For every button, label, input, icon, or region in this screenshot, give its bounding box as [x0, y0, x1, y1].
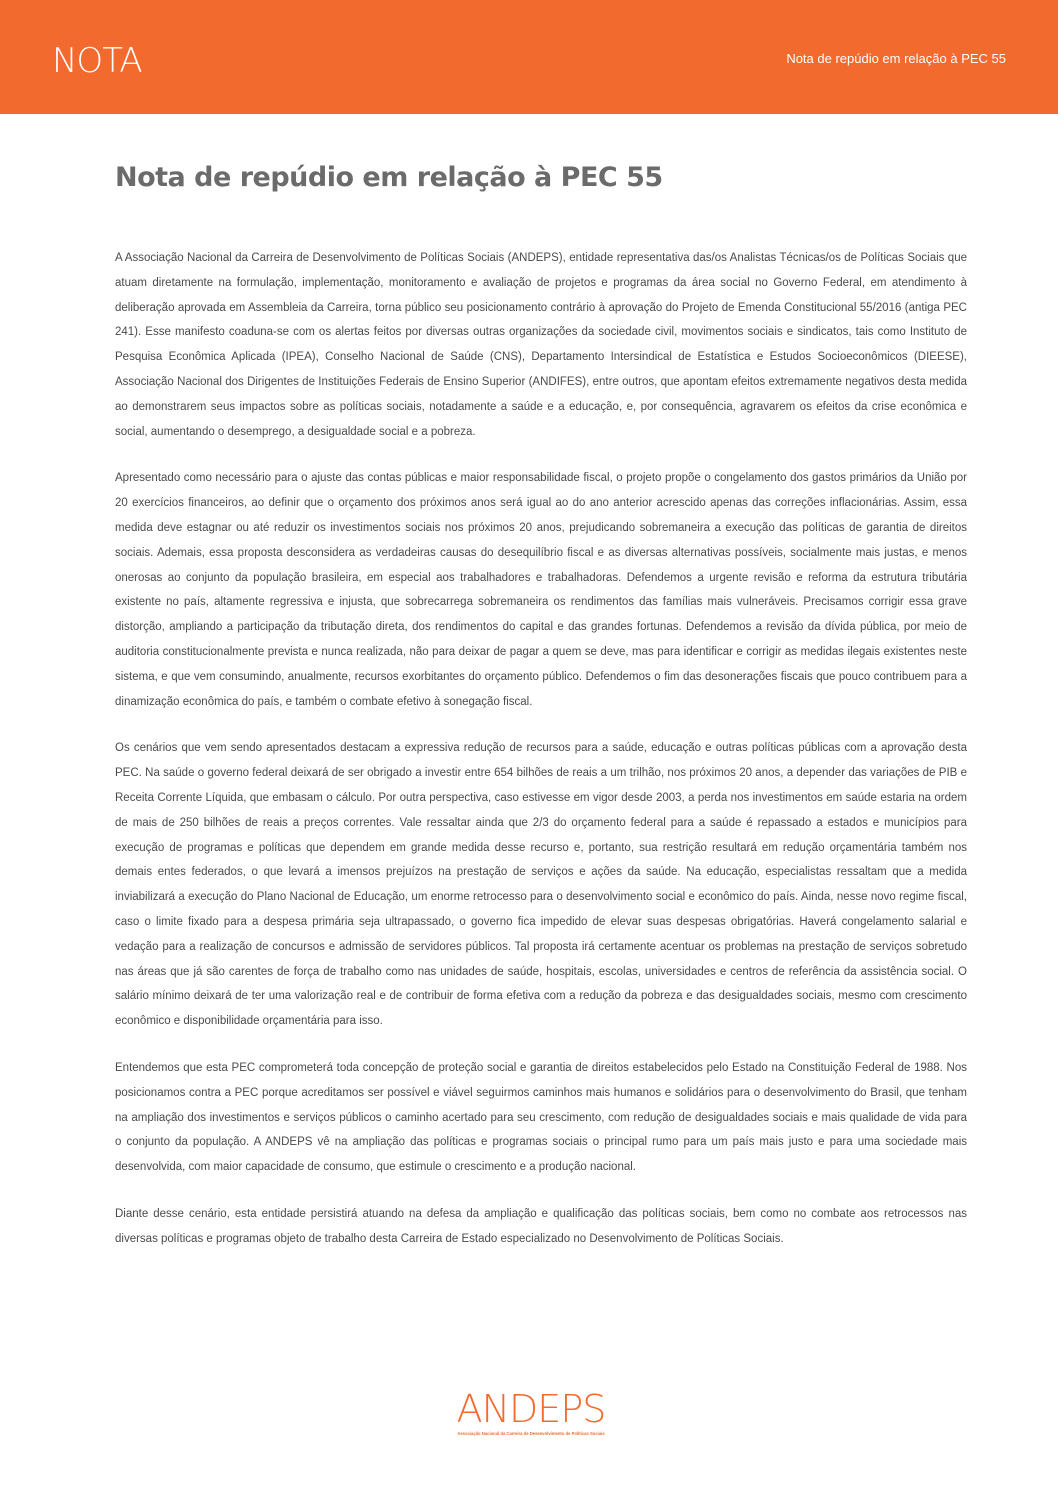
paragraph-3: Os cenários que vem sendo apresentados destacam a expressiva redução de recursos para a saúde, educação e outras políticas públicas com a aprovação desta PEC. Na saúde o governo federal deixará de ser obrigado a investir entre 654 bilhões de reais a um trilhão, nos próximos 20 anos, a depender das variações de PIB e Receita Corrente Líquida, que embasam o cálculo. Por outra perspectiva, caso estivesse em vigor desde 2003, a perda nos investimentos em saúde estaria na ordem de mais de 250 bilhões de reais a preços correntes. Vale ressaltar ainda que 2/3 do orçamento federal para a saúde é repassado a estados e municípios para execução de programas e políticas que dependem em grande medida desse recurso e, portanto, sua restrição resultará em redução orçamentária também nos demais entes federados, o que levará a imensos prejuízos na prestação de serviços e ações da saúde. Na educação, especialistas ressaltam que a medida inviabilizará a execução do Plano Nacional de Educação, um enorme retrocesso para o desenvolvimento social e econômico do país. Ainda, nesse novo regime fiscal, caso o limite fixado para a despesa primária seja ultrapassado, o governo fica impedido de elevar suas despesas obrigatórias. Haverá congelamento salarial e vedação para a realização de concursos e admissão de servidores públicos. Tal proposta irá certamente acentuar os problemas na prestação de serviços sobretudo nas áreas que já são carentes de força de trabalho como nas unidades de saúde, hospitais, escolas, universidades e centros de referência da assistência social. O salário mínimo deixará de ter uma valorização real e de contribuir de forma efetiva com a redução da pobreza e das desigualdades sociais, mesmo com crescimento econômico e disponibilidade orçamentária para isso.	[115, 742, 967, 1028]
paragraph-4: Entendemos que esta PEC comprometerá toda concepção de proteção social e garantia de direitos estabelecidos pelo Estado na Constituição Federal de 1988. Nos posicionamos contra a PEC porque acreditamos ser possível e viável seguirmos caminhos mais humanos e solidários para o desenvolvimento do Brasil, que tenham na ampliação dos investimentos e serviços públicos o caminho acertado para seu crescimento, com redução de desigualdades sociais e mais qualidade de vida para o conjunto da população. A ANDEPS vê na ampliação das políticas e programas sociais o principal rumo para um país mais justo e para uma sociedade mais desenvolvida, com maior capacidade de consumo, que estimule o crescimento e a produção nacional.	[115, 1061, 967, 1174]
logo-tagline: Associação Nacional da Carreira de Desenvolvimento de Políticas Sociais	[457, 1431, 605, 1436]
paragraph-5: Diante desse cenário, esta entidade persistirá atuando na defesa da ampliação e qualificação das políticas sociais, bem como no combate aos retrocessos nas diversas políticas e programas objeto de trabalho desta Carreira de Estado especializado no Desenvolvimento de Políticas Sociais.	[115, 1207, 967, 1245]
header-bar	[0, 0, 1058, 114]
document-body	[115, 246, 967, 1273]
paragraph-1: A Associação Nacional da Carreira de Desenvolvimento de Políticas Sociais (ANDEPS), entidade representativa das/os Analistas Técnicas/os de Políticas Sociais que atuam diretamente na formulação, implementação, monitoramento e avaliação de projetos e programas da área social no Governo Federal, em atendimento à deliberação aprovada em Assembleia da Carreira, torna público seu posicionamento contrário à aprovação do Projeto de Emenda Constitucional 55/2016 (antiga PEC 241). Esse manifesto coaduna-se com os alertas feitos por diversas outras organizações da sociedade civil, movimentos sociais e sindicatos, tais como Instituto de Pesquisa Econômica Aplicada (IPEA), Conselho Nacional de Saúde (CNS), Departamento Intersindical de Estatística e Estudos Socioeconômicos (DIEESE), Associação Nacional dos Dirigentes de Instituições Federais de Ensino Superior (ANDIFES), entre outros, que apontam efeitos extremamente negativos desta medida ao demonstrarem seus impactos sobre as políticas sociais, notadamente a saúde e a educação, e, por consequência, agravarem os efeitos da crise econômica e social, aumentando o desemprego, a desigualdade social e a pobreza.	[115, 252, 967, 438]
header-subtitle: Nota de repúdio em relação à PEC 55	[786, 51, 1006, 66]
paragraph-2: Apresentado como necessário para o ajuste das contas públicas e maior responsabilidade fiscal, o projeto propõe o congelamento dos gastos primários da União por 20 exercícios financeiros, ao definir que o orçamento dos próximos anos será igual ao do ano anterior acrescido apenas das correções inflacionárias. Assim, essa medida deve estagnar ou até reduzir os investimentos sociais nos próximos 20 anos, prejudicando sobremaneira a execução das políticas de garantia de direitos sociais. Ademais, essa proposta desconsidera as verdadeiras causas do desequilíbrio fiscal e as diversas alternativas possíveis, socialmente mais justas, e menos onerosas ao conjunto da população brasileira, em especial aos trabalhadores e trabalhadoras. Defendemos a urgente revisão e reforma da estrutura tributária existente no país, altamente regressiva e injusta, que sobrecarrega sobremaneira os rendimentos das famílias mais vulneráveis. Precisamos corrigir essa grave distorção, ampliando a participação da tributação direta, dos rendimentos do capital e das grandes fortunas. Defendemos a revisão da dívida pública, por meio de auditoria constitucionalmente prevista e nunca realizada, não para deixar de pagar a quem se deve, mas para identificar e corrigir as medidas ilegais existentes neste sistema, e que vem consumindo, anualmente, recursos exorbitantes do orçamento público. Defendemos o fim das desonerações fiscais que pouco contribuem para a dinamização econômica do país, e também o combate efetivo à sonegação fiscal.	[115, 472, 967, 708]
header-label: NOTA	[52, 41, 142, 81]
logo-wordmark: ANDEPS	[456, 1387, 606, 1431]
document-title: Nota de repúdio em relação à PEC 55	[115, 162, 663, 193]
andeps-logo	[449, 1387, 613, 1442]
